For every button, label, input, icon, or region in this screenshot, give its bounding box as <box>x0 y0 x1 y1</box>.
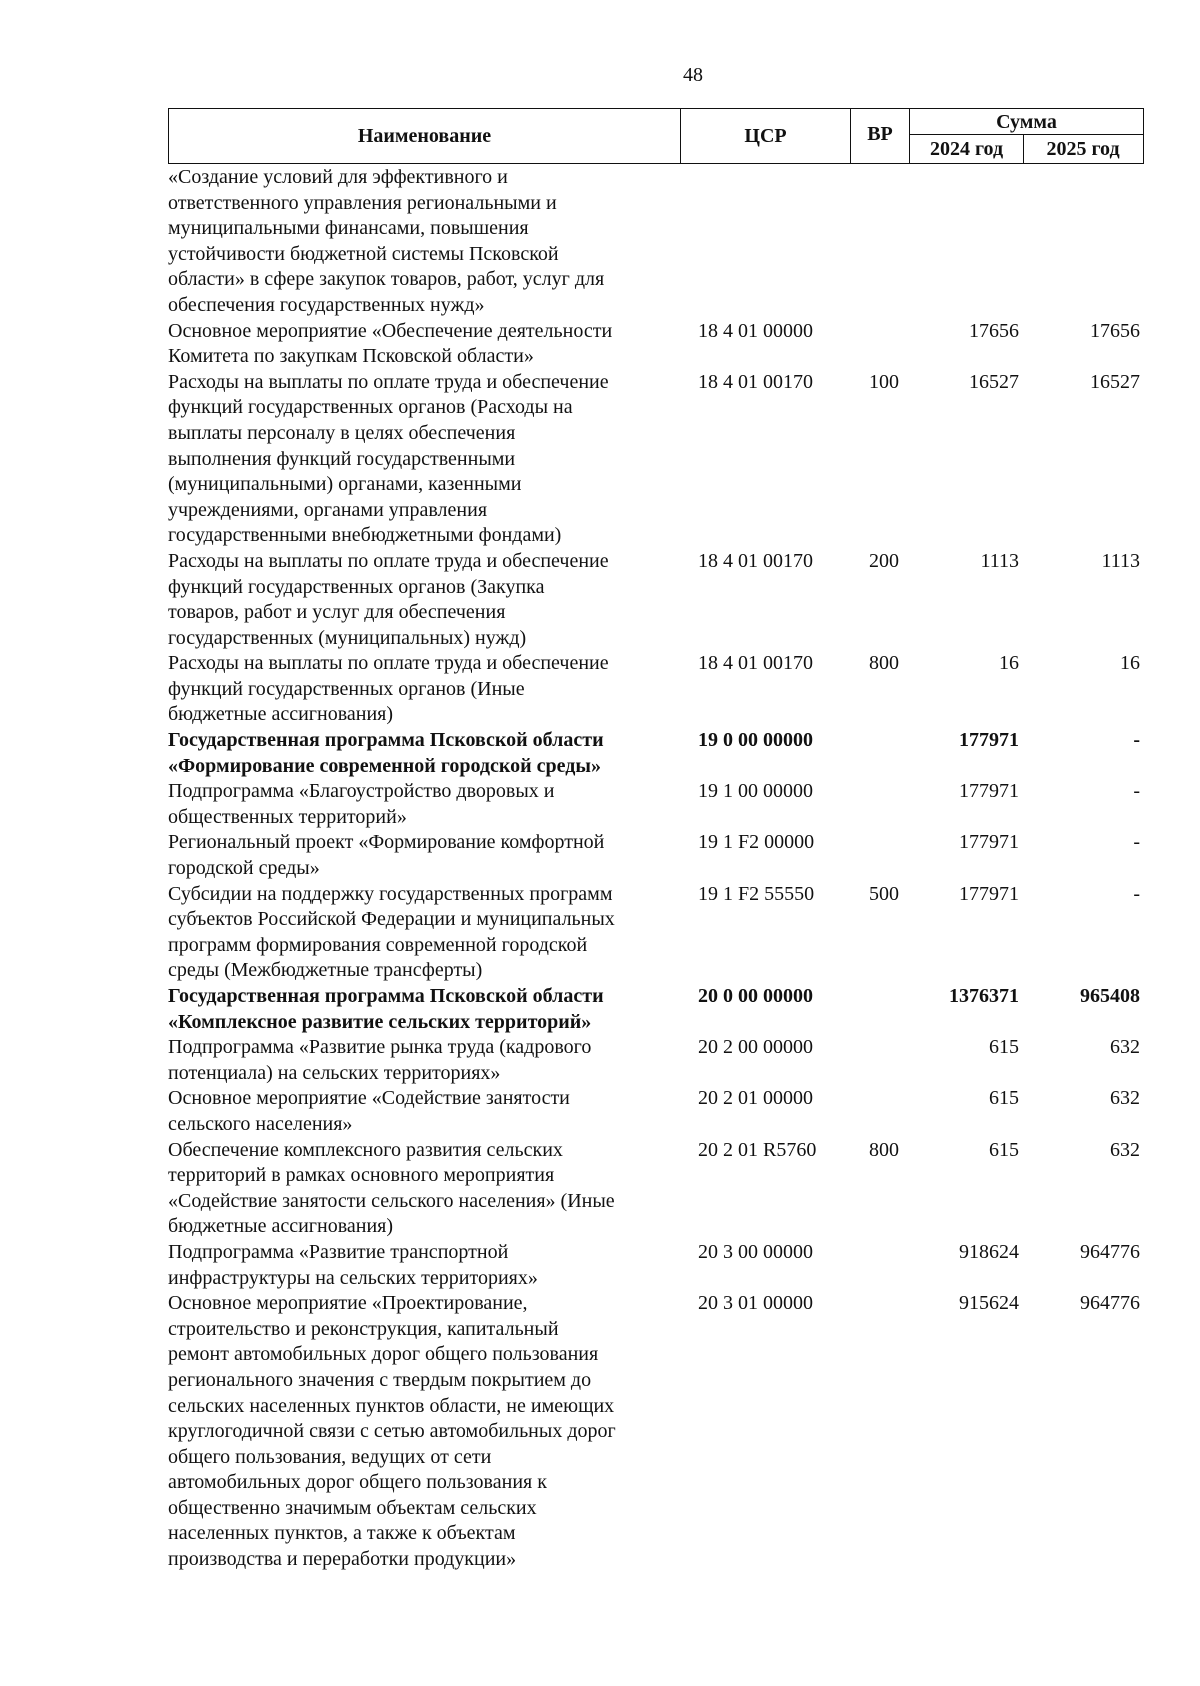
row-amount-2024: 16 <box>999 652 1019 675</box>
row-amount-2025: - <box>1133 729 1140 752</box>
page-number: 48 <box>683 64 703 86</box>
header-year-2025: 2025 год <box>1046 138 1120 160</box>
row-name: Расходы на выплаты по оплате труда и обеспечение функций государственных органов (Закупка товаров, работ и услуг для обеспечения государственных (муниципальных) нужд) <box>168 549 609 649</box>
row-amount-2024: 16527 <box>969 370 1019 393</box>
table-row <box>168 549 1144 651</box>
table-row <box>168 370 1144 549</box>
row-name: «Создание условий для эффективного и ответственного управления региональными и муниципальными финансами, повышения устойчивости бюджетной системы Псковской области» в сфере закупок товаров, работ, услуг для обеспечения государственных нужд» <box>168 166 605 316</box>
row-amount-2024: 177971 <box>959 831 1019 854</box>
row-amount-2025: 632 <box>1110 1087 1140 1110</box>
row-name: Региональный проект «Формирование комфортной городской среды» <box>168 831 605 880</box>
header-year-2024: 2024 год <box>910 135 1024 163</box>
table-row <box>168 1240 1144 1291</box>
row-csr: 20 3 01 00000 <box>698 1292 813 1315</box>
row-amount-2024: 615 <box>989 1087 1019 1110</box>
row-name: Подпрограмма «Развитие рынка труда (кадрового потенциала) на сельских территориях» <box>168 1036 592 1084</box>
row-amount-2025: 965408 <box>1080 985 1140 1007</box>
row-amount-2024: 177971 <box>959 729 1019 752</box>
table-row <box>168 830 1144 881</box>
row-csr: 20 2 00 00000 <box>698 1036 813 1059</box>
table-body <box>168 165 1144 1573</box>
row-csr: 20 3 00 00000 <box>698 1240 813 1263</box>
row-amount-2025: 964776 <box>1080 1240 1140 1263</box>
row-name: Основное мероприятие «Проектирование, строительство и реконструкция, капитальный ремонт автомобильных дорог общего пользования регионального значения с твердым покрытием до сельских населенных пунктов области, не имеющих круглогодичной связи с сетью автомобильных дорог общего пользования, ведущих от сети автомобильных дорог общего пользования к общественно значимым объектам сельских населенных пунктов, а также к объектам производства и переработки продукции» <box>168 1292 616 1571</box>
table-row <box>168 984 1144 1035</box>
table-row <box>168 1291 1144 1573</box>
row-name: Подпрограмма «Развитие транспортной инфраструктуры на сельских территориях» <box>168 1240 538 1289</box>
row-name: Государственная программа Псковской области «Комплексное развитие сельских территорий» <box>168 985 604 1033</box>
row-amount-2024: 177971 <box>959 780 1019 803</box>
row-amount-2025: 632 <box>1110 1036 1140 1059</box>
row-vr: 200 <box>869 549 899 572</box>
row-name: Основное мероприятие «Обеспечение деятельности Комитета по закупкам Псковской области» <box>168 319 613 368</box>
row-csr: 19 1 F2 00000 <box>698 831 815 854</box>
row-amount-2024: 1376371 <box>949 985 1019 1007</box>
row-amount-2025: 632 <box>1110 1138 1140 1161</box>
row-amount-2024: 915624 <box>959 1292 1019 1315</box>
row-csr: 18 4 01 00170 <box>698 370 813 393</box>
header-sum-group <box>909 109 1143 163</box>
row-name: Субсидии на поддержку государственных программ субъектов Российской Федерации и муниципальных программ формирования современной городской среды (Межбюджетные трансферты) <box>168 882 615 982</box>
row-csr: 18 4 01 00170 <box>698 652 813 675</box>
table-row <box>168 1138 1144 1240</box>
row-vr: 100 <box>869 370 899 393</box>
row-csr: 18 4 01 00000 <box>698 319 813 342</box>
table-row <box>168 651 1144 728</box>
row-csr: 19 1 00 00000 <box>698 780 813 803</box>
row-name: Государственная программа Псковской области «Формирование современной городской среды» <box>168 729 604 777</box>
row-csr: 20 2 01 R5760 <box>698 1138 817 1161</box>
row-vr: 800 <box>869 1138 899 1161</box>
row-csr: 18 4 01 00170 <box>698 549 813 572</box>
row-vr: 800 <box>869 652 899 675</box>
row-amount-2024: 1113 <box>980 549 1019 572</box>
table-row <box>168 779 1144 830</box>
row-amount-2024: 615 <box>989 1138 1019 1161</box>
row-amount-2025: 16 <box>1120 652 1140 675</box>
row-amount-2024: 177971 <box>959 882 1019 905</box>
row-csr: 19 0 00 00000 <box>698 729 813 752</box>
row-amount-2025: 16527 <box>1090 370 1140 393</box>
header-csr: ЦСР <box>681 109 851 163</box>
row-csr: 20 0 00 00000 <box>698 985 813 1007</box>
table-row <box>168 165 1144 319</box>
table-row <box>168 1086 1144 1137</box>
row-amount-2025: 17656 <box>1090 319 1140 342</box>
header-vr: ВР <box>867 123 893 145</box>
row-name: Расходы на выплаты по оплате труда и обеспечение функций государственных органов (Расходы на выплаты персоналу в целях обеспечения выполнения функций государственными (муниципальными) органами, казенными учреждениями, органами управления государственными внебюджетными фондами) <box>168 370 609 547</box>
table-row <box>168 728 1144 779</box>
row-csr: 20 2 01 00000 <box>698 1087 813 1110</box>
header-sum: Сумма <box>910 109 1143 135</box>
row-name: Расходы на выплаты по оплате труда и обеспечение функций государственных органов (Иные бюджетные ассигнования) <box>168 652 609 726</box>
row-csr: 19 1 F2 55550 <box>698 882 815 905</box>
row-amount-2025: - <box>1133 831 1140 854</box>
row-amount-2025: - <box>1133 882 1140 905</box>
row-amount-2025: 964776 <box>1080 1292 1140 1315</box>
header-name: Наименование <box>169 109 681 163</box>
row-vr: 500 <box>869 882 899 905</box>
row-amount-2025: - <box>1133 780 1140 803</box>
row-amount-2024: 17656 <box>969 319 1019 342</box>
row-amount-2025: 1113 <box>1101 549 1140 572</box>
row-amount-2024: 918624 <box>959 1240 1019 1263</box>
row-amount-2024: 615 <box>989 1036 1019 1059</box>
table-header <box>168 108 1144 164</box>
table-row <box>168 1035 1144 1086</box>
row-name: Обеспечение комплексного развития сельских территорий в рамках основного мероприятия «Содействие занятости сельского населения» (Иные бюджетные ассигнования) <box>168 1138 615 1238</box>
row-name: Подпрограмма «Благоустройство дворовых и общественных территорий» <box>168 780 555 828</box>
table-row <box>168 882 1144 984</box>
table-row <box>168 319 1144 370</box>
row-name: Основное мероприятие «Содействие занятости сельского населения» <box>168 1087 570 1135</box>
